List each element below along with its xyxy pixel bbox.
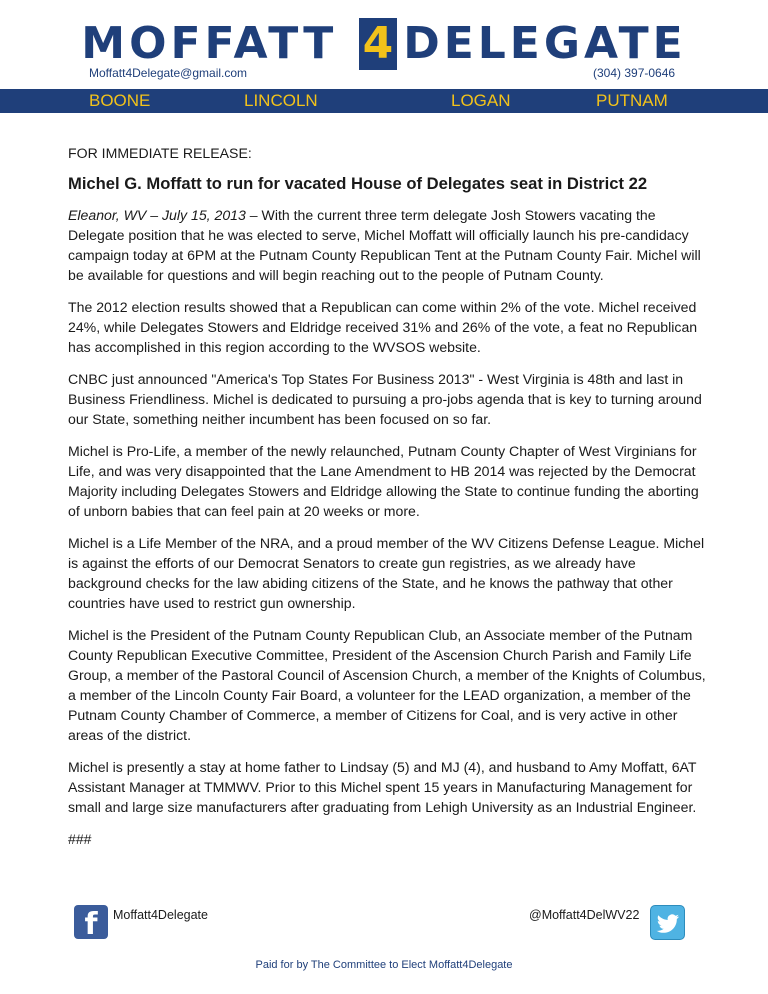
paragraph-1-text: With the current three term delegate Josh Stowers vacating the Delegate position that he was elected to serve, Michel Moffatt will officially launch his pre-candidacy campaign today at 6PM at the Putnam County Republican Tent at the Putnam County Fair. Michel will be available for questions and will begin reaching out to the people of Putnam County. bbox=[68, 207, 701, 283]
twitter-handle[interactable]: @Moffatt4DelWV22 bbox=[529, 908, 640, 922]
facebook-handle[interactable]: Moffatt4Delegate bbox=[113, 908, 208, 922]
paragraph-4: Michel is Pro-Life, a member of the newly relaunched, Putnam County Chapter of West Virginians for Life, and was very disappointed that the Lane Amendment to HB 2014 was rejected by the Democrat Majority including Delegates Stowers and Eldridge allowing the State to continue funding the aborting of unborn babies that can feel pain at 20 weeks or more. bbox=[68, 443, 699, 519]
masthead bbox=[0, 18, 768, 70]
headline: Michel G. Moffatt to run for vacated House of Delegates seat in District 22 bbox=[68, 174, 648, 193]
contact-email[interactable]: Moffatt4Delegate@gmail.com bbox=[89, 66, 248, 80]
end-mark: ### bbox=[68, 831, 92, 847]
county-boone: BOONE bbox=[89, 91, 151, 110]
county-lincoln: LINCOLN bbox=[244, 91, 318, 110]
twitter-bird-icon[interactable] bbox=[650, 905, 685, 940]
county-putnam: PUTNAM bbox=[596, 91, 668, 110]
county-logan: LOGAN bbox=[451, 91, 511, 110]
press-release bbox=[68, 143, 708, 849]
title-number-4: 4 bbox=[359, 18, 398, 70]
paragraph-6: Michel is the President of the Putnam County Republican Club, an Associate member of the Putnam County Republican Executive Committee, President of the Ascension Church Parish and Family Life Group, a member of the Pastoral Council of Ascension Church, a member of the Knights of Columbus, a member of the Lincoln County Fair Board, a volunteer for the LEAD organization, a member of the Putnam County Chamber of Commerce, a member of Citizens for Coal, and is very active in other areas of the district. bbox=[68, 627, 706, 743]
dateline: Eleanor, WV – July 15, 2013 – bbox=[68, 207, 258, 223]
contact-phone: (304) 397-0646 bbox=[593, 66, 676, 80]
paid-for-disclaimer: Paid for by The Committee to Elect Moffatt4Delegate bbox=[255, 959, 513, 971]
facebook-icon[interactable]: f bbox=[74, 905, 108, 939]
title-moffatt: MOFFATT bbox=[81, 18, 338, 69]
paragraph-1 bbox=[68, 205, 708, 285]
title-delegate: DELEGATE bbox=[403, 18, 687, 69]
paragraph-5: Michel is a Life Member of the NRA, and a proud member of the WV Citizens Defense League. Michel is against the efforts of our Democrat Senators to create gun registries, as we already have background checks for the law abiding citizens of the State, and he knows the pathway that other countries have used to restrict gun ownership. bbox=[68, 535, 705, 611]
paragraph-7: Michel is presently a stay at home father to Lindsay (5) and MJ (4), and husband to Amy Moffatt, 6AT Assistant Manager at TMMWV. Prior to this Michel spent 15 years in Manufacturing Management for small and large size manufacturers after graduating from Lehigh University as an Industrial Engineer. bbox=[68, 759, 697, 815]
county-bar bbox=[0, 89, 768, 113]
release-label: FOR IMMEDIATE RELEASE: bbox=[68, 145, 252, 161]
campaign-title bbox=[81, 18, 686, 70]
paragraph-2: The 2012 election results showed that a Republican can come within 2% of the vote. Michel received 24%, while Delegates Stowers and Eldridge received 31% and 26% of the vote, a feat no Republican has accomplished in this region according to the WVSOS website. bbox=[68, 299, 698, 355]
paragraph-3: CNBC just announced "America's Top States For Business 2013" - West Virginia is 48th and last in Business Friendliness. Michel is dedicated to pursuing a pro-jobs agenda that is key to turning around our State, something neither incumbent has been focused on so far. bbox=[68, 371, 702, 427]
